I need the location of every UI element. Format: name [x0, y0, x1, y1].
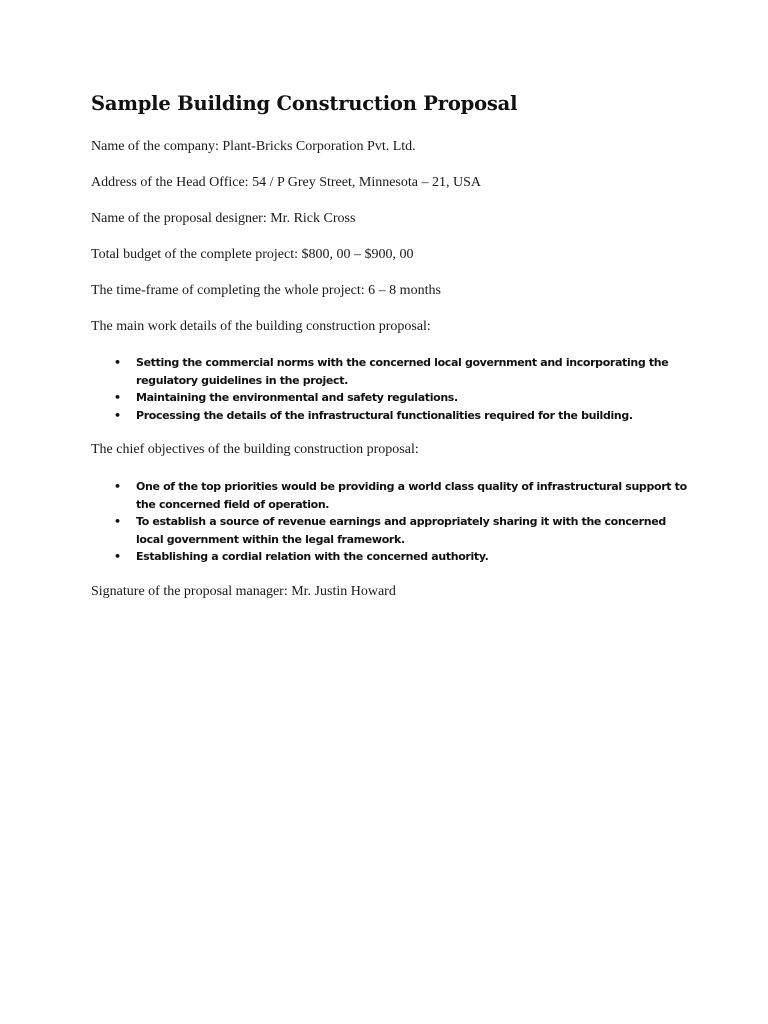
list-item: [91, 513, 691, 548]
company-name-line: Name of the company: Plant-Bricks Corporation Pvt. Ltd.: [91, 139, 416, 154]
total-budget-line: Total budget of the complete project: $800, 00 – $900, 00: [91, 247, 414, 262]
bullet-icon: •: [114, 480, 121, 493]
list-item-text: Setting the commercial norms with the concerned local government and incorporating the regulatory guidelines in the project.: [136, 356, 669, 387]
bullet-icon: •: [114, 356, 121, 369]
list-item: [91, 548, 691, 566]
bullet-icon: •: [114, 408, 121, 422]
bullet-icon: •: [114, 391, 121, 404]
list-item: [91, 478, 691, 513]
objectives-heading: The chief objectives of the building construction proposal:: [91, 442, 419, 457]
list-item-text: One of the top priorities would be providing a world class quality of infrastructural support to the concerned field of operation.: [136, 480, 687, 511]
list-item-text: Processing the details of the infrastructural functionalities required for the building.: [136, 408, 633, 422]
bullet-icon: •: [114, 515, 121, 528]
list-item: [91, 354, 691, 389]
proposal-designer-line: Name of the proposal designer: Mr. Rick Cross: [91, 211, 356, 226]
signature-line: Signature of the proposal manager: Mr. Justin Howard: [91, 584, 396, 599]
list-item-text: Maintaining the environmental and safety regulations.: [136, 391, 458, 404]
objectives-list: [91, 478, 691, 566]
document-title: Sample Building Construction Proposal: [91, 92, 518, 115]
list-item-text: To establish a source of revenue earnings and appropriately sharing it with the concerned local government within the legal framework.: [136, 515, 666, 546]
work-details-list: [91, 354, 691, 424]
bullet-icon: •: [114, 550, 121, 563]
head-office-address-line: Address of the Head Office: 54 / P Grey Street, Minnesota – 21, USA: [91, 175, 481, 190]
list-item: [91, 407, 691, 425]
time-frame-line: The time-frame of completing the whole project: 6 – 8 months: [91, 283, 441, 298]
list-item: [91, 389, 691, 407]
list-item-text: Establishing a cordial relation with the concerned authority.: [136, 550, 489, 563]
work-details-heading: The main work details of the building construction proposal:: [91, 319, 431, 334]
